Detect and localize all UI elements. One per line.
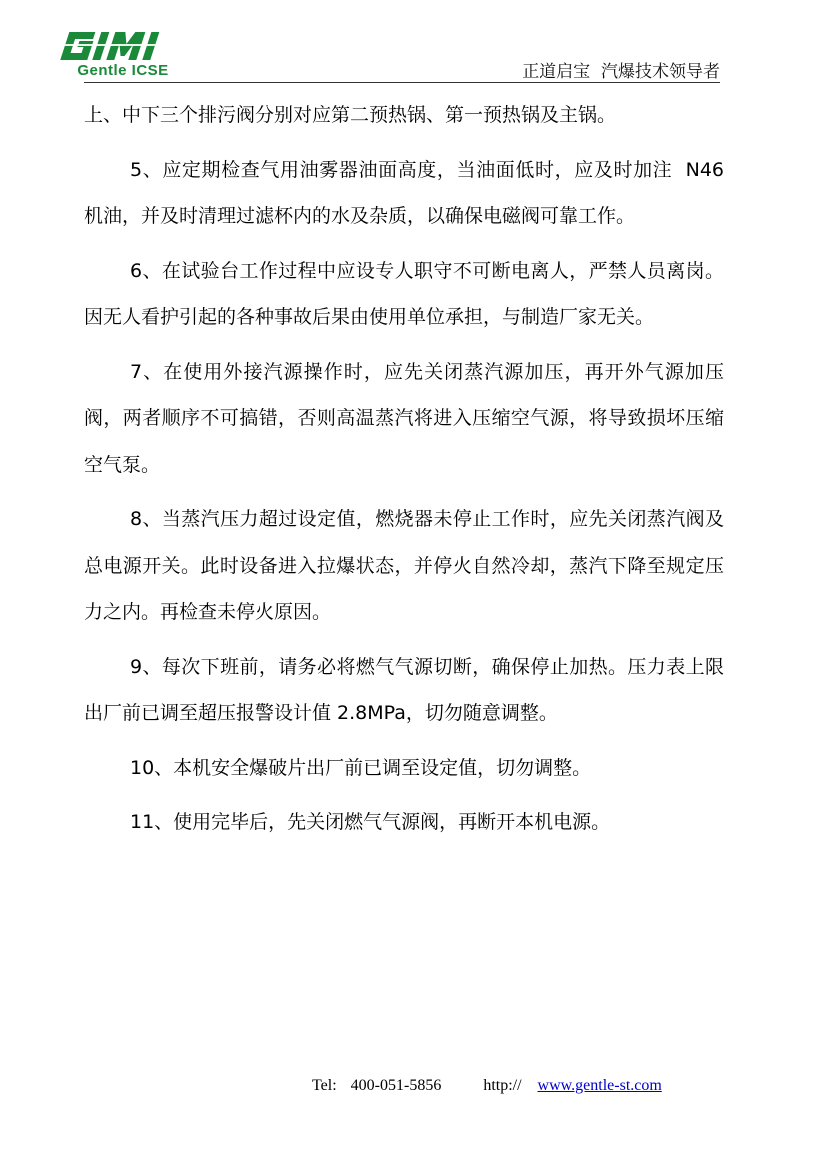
paragraph-item-9: 9、每次下班前，请务必将燃气气源切断，确保停止加热。压力表上限出厂前已调至超压报警设计值 2.8MPa，切勿随意调整。 — [84, 655, 724, 724]
footer-website-link[interactable]: www.gentle-st.com — [537, 1077, 662, 1094]
page-footer — [312, 1077, 662, 1095]
paragraph-item-7: 7、在使用外接汽源操作时，应先关闭蒸汽源加压，再开外气源加压阀，两者顺序不可搞错，否则高温蒸汽将进入压缩空气源，将导致损坏压缩空气泵。 — [84, 360, 724, 476]
paragraph-item-6: 6、在试验台工作过程中应设专人职守不可断电离人，严禁人员离岗。因无人看护引起的各种事故后果由使用单位承担，与制造厂家无关。 — [84, 259, 724, 328]
paragraph-item-11: 11、使用完毕后，先关闭燃气气源阀，再断开本机电源。 — [130, 811, 611, 833]
footer-http-label: http:// — [483, 1077, 522, 1094]
document-body — [84, 92, 731, 854]
paragraph-item-8: 8、当蒸汽压力超过设定值，燃烧器未停止工作时，应先关闭蒸汽阀及总电源开关。此时设备进入拉爆状态，并停火自然冷却，蒸汽下降至规定压力之内。再检查未停火原因。 — [84, 508, 724, 623]
paragraph-item-5: 5、应定期检查气用油雾器油面高度，当油面低时，应及时加注 N46 机油，并及时清理过滤杯内的水及杂质，以确保电磁阀可靠工作。 — [84, 158, 731, 227]
logo-text: Gentle ICSE — [77, 62, 169, 79]
footer-tel-label: Tel: — [312, 1077, 337, 1094]
header-divider — [84, 82, 720, 83]
company-logo — [56, 30, 190, 80]
footer-tel-value: 400-051-5856 — [350, 1077, 442, 1094]
paragraph-item-10: 10、本机安全爆破片出厂前已调至设定值，切勿调整。 — [130, 756, 592, 779]
logo-mark-icon — [56, 30, 190, 62]
header-slogan: 正道启宝 汽爆技术领导者 — [522, 62, 720, 82]
paragraph-continuation: 上、中下三个排污阀分别对应第二预热锅、第一预热锅及主锅。 — [84, 104, 617, 126]
